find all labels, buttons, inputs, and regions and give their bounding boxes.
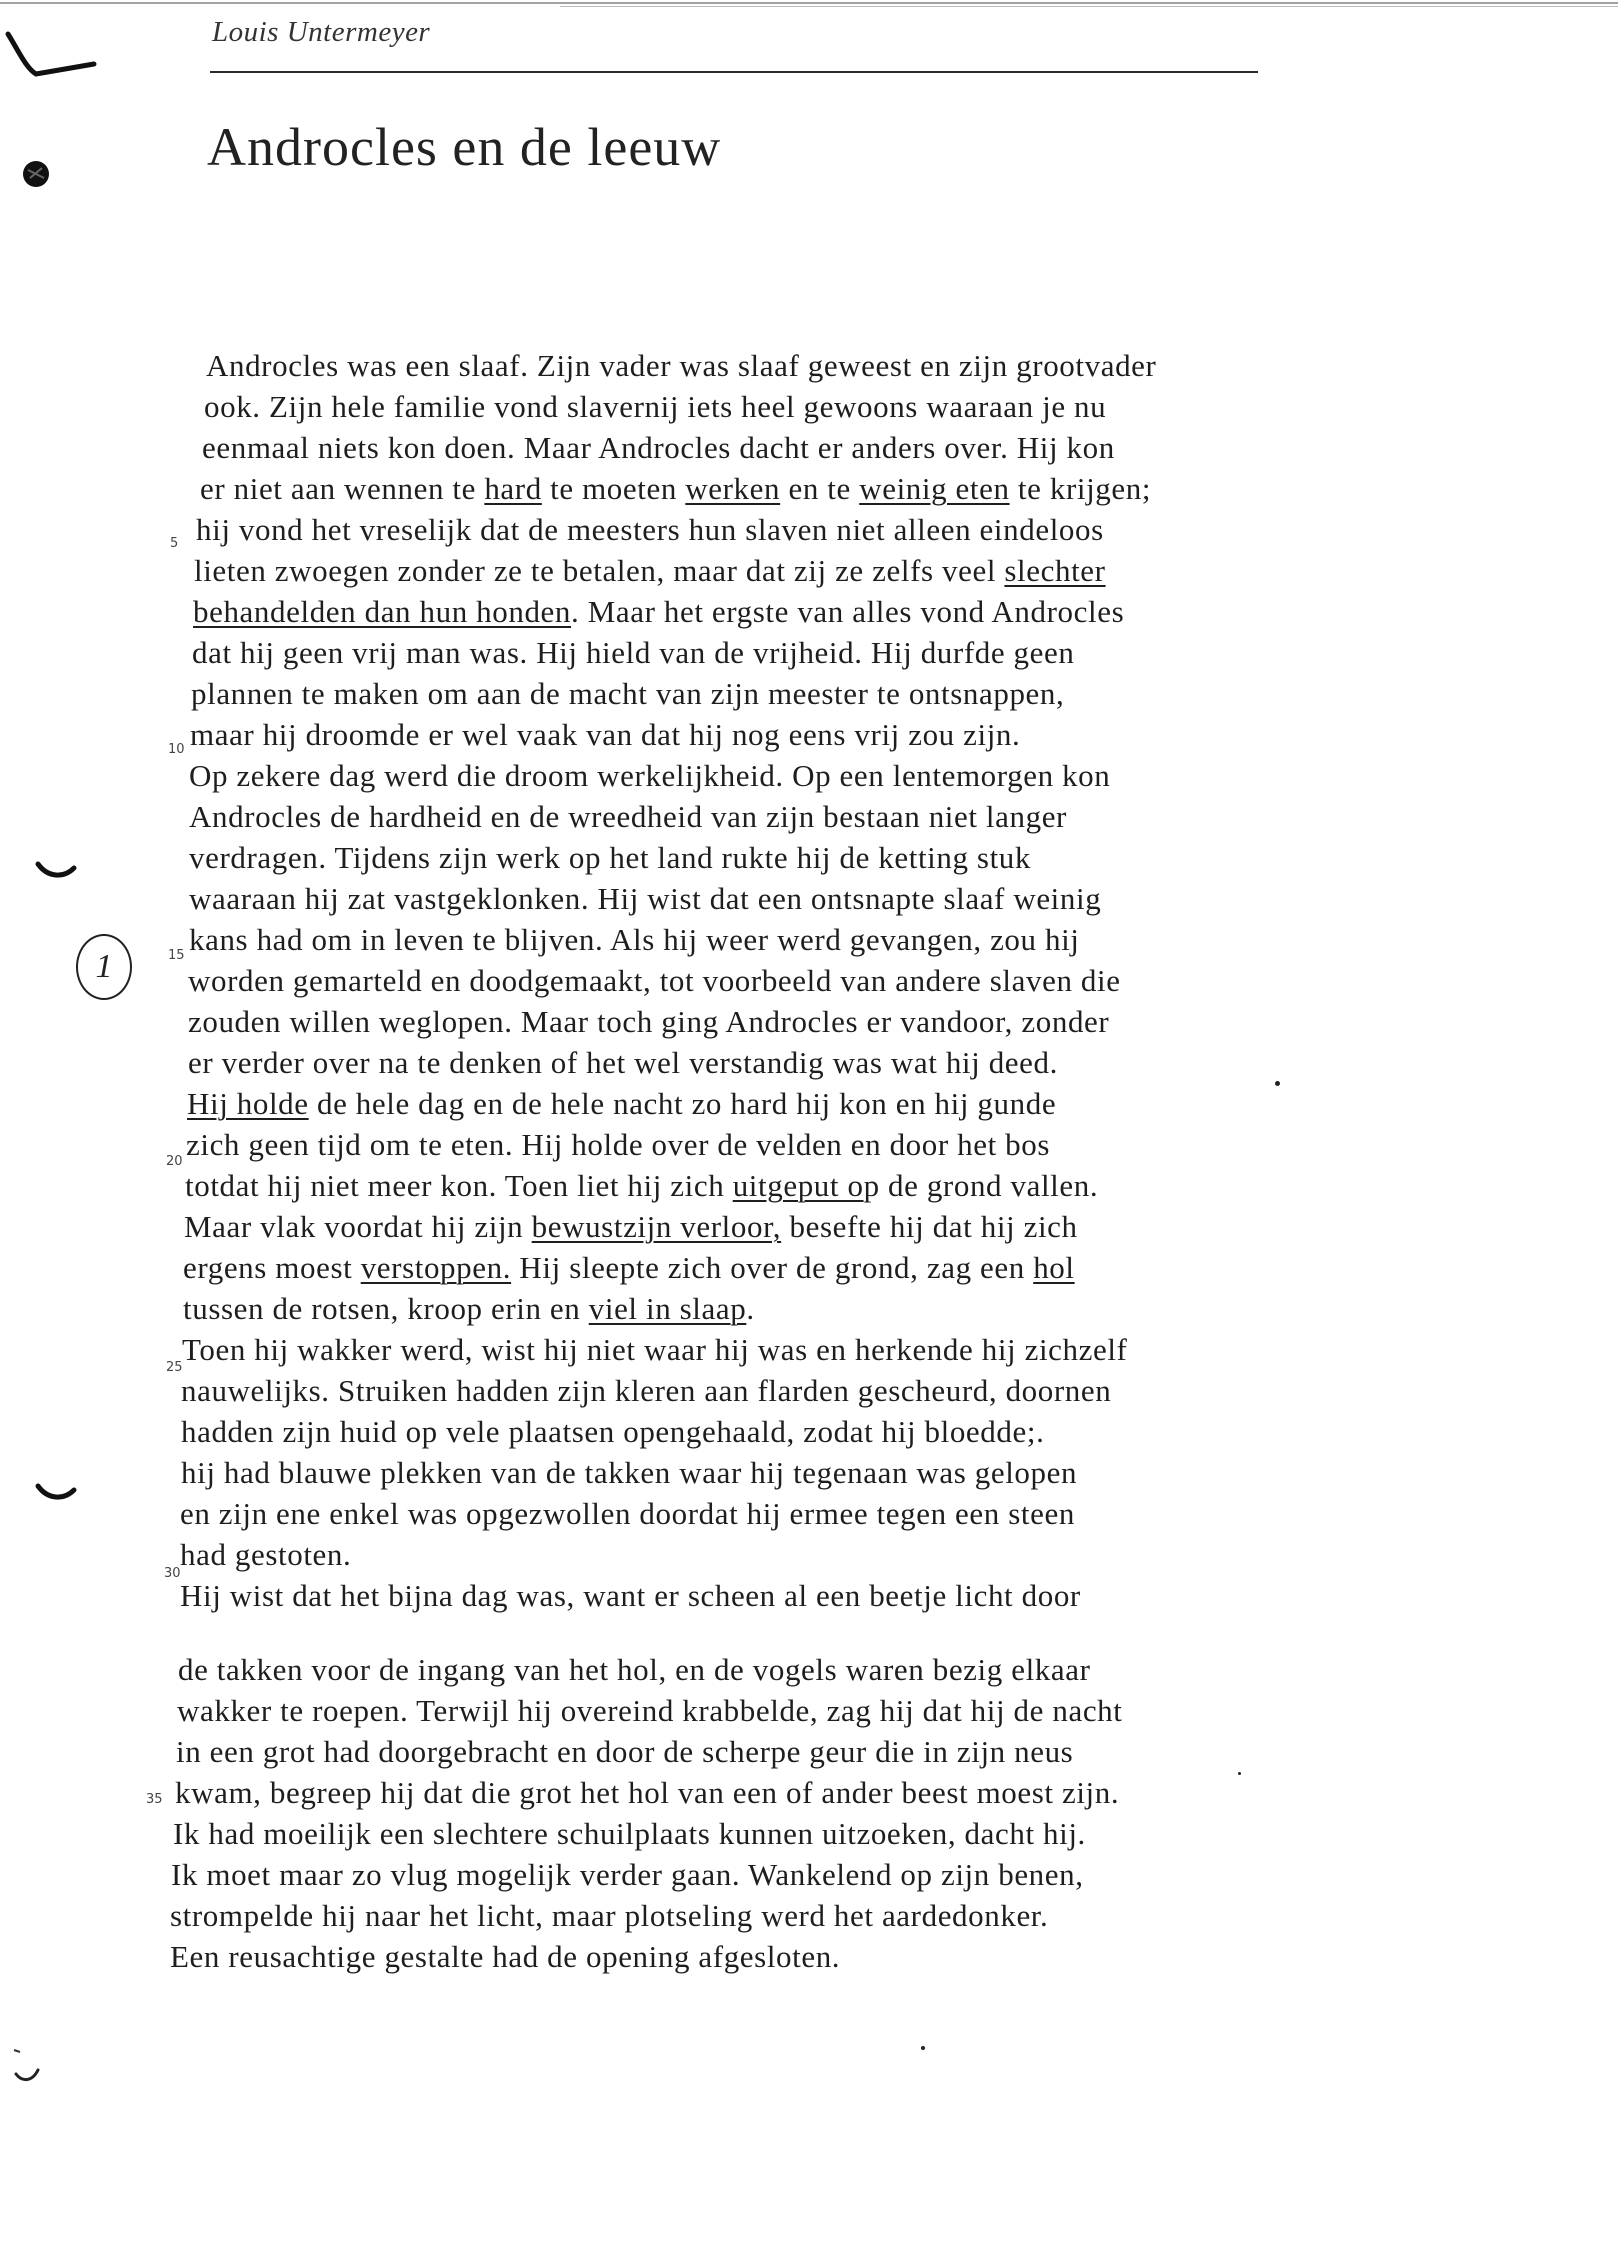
line-number: 20	[166, 1154, 183, 1169]
text-line	[185, 1168, 1098, 1204]
text-line	[186, 1127, 1050, 1163]
pen-stroke-mark	[2, 28, 102, 88]
text-segment: hadden zijn huid op vele plaatsen opengehaald, zodat hij bloedde;.	[181, 1414, 1045, 1449]
text-line	[187, 1086, 1056, 1122]
text-segment: wakker te roepen. Terwijl hij overeind krabbelde, zag hij dat hij de nacht	[177, 1693, 1123, 1728]
text-line	[193, 594, 1124, 630]
text-segment: maar hij droomde er wel vaak van dat hij nog eens vrij zou zijn.	[190, 717, 1021, 752]
text-segment: en te	[780, 471, 860, 506]
text-segment: er niet aan wennen te	[200, 471, 485, 506]
underlined-phrase: werken	[685, 471, 781, 506]
text-segment: te krijgen;	[1009, 471, 1152, 506]
text-line	[182, 1332, 1127, 1368]
text-line	[183, 1291, 755, 1327]
text-line	[192, 635, 1074, 671]
text-line	[173, 1816, 1086, 1852]
text-line	[202, 430, 1115, 466]
text-segment: ook. Zijn hele familie vond slavernij iets heel gewoons waaraan je nu	[204, 389, 1107, 424]
text-line	[176, 1734, 1073, 1770]
text-line	[194, 553, 1106, 589]
text-segment: te moeten	[541, 471, 686, 506]
text-segment: kans had om in leven te blijven. Als hij weer werd gevangen, zou hij	[189, 922, 1080, 957]
line-number: 30	[164, 1566, 181, 1581]
text-segment: Ik moet maar zo vlug mogelijk verder gaan. Wankelend op zijn benen,	[171, 1857, 1084, 1892]
underlined-phrase: bewustzijn verloor,	[531, 1209, 782, 1244]
text-segment: in een grot had doorgebracht en door de scherpe geur die in zijn neus	[176, 1734, 1074, 1769]
text-segment: strompelde hij naar het licht, maar plotseling werd het aardedonker.	[170, 1898, 1049, 1933]
text-segment: . Maar het ergste van alles vond Androcles	[571, 594, 1125, 629]
line-number: 35	[146, 1792, 163, 1807]
underlined-phrase: hard	[484, 471, 542, 506]
text-line	[175, 1775, 1119, 1811]
text-segment: kwam, begreep hij dat die grot het hol van een of ander beest moest zijn.	[175, 1775, 1120, 1810]
text-segment: dat hij geen vrij man was. Hij hield van de vrijheid. Hij durfde geen	[192, 635, 1075, 670]
text-segment: p de grond vallen.	[863, 1168, 1099, 1203]
text-line	[178, 1652, 1091, 1688]
text-segment: lieten zwoegen zonder ze te betalen, maar dat zij ze zelfs veel	[194, 553, 1005, 588]
text-segment: hij had blauwe plekken van de takken waar hij tegenaan was gelopen	[181, 1455, 1078, 1490]
text-line	[188, 1004, 1109, 1040]
text-segment: ergens moest	[183, 1250, 361, 1285]
text-segment: Op zekere dag werd die droom werkelijkheid. Op een lentemorgen kon	[189, 758, 1111, 793]
text-segment: had gestoten.	[180, 1537, 352, 1572]
underlined-phrase: weinig eten	[859, 471, 1010, 506]
text-line	[196, 512, 1104, 548]
text-segment: en zijn ene enkel was opgezwollen doordat hij ermee tegen een steen	[180, 1496, 1075, 1531]
scan-top-rule-secondary	[560, 6, 1618, 7]
speck-dot	[1238, 1772, 1241, 1775]
text-line	[170, 1898, 1048, 1934]
underlined-phrase: Hij holde	[187, 1086, 309, 1121]
tick-mark-1	[34, 858, 78, 882]
text-segment: totdat hij niet meer kon. Toen liet hij zich	[185, 1168, 733, 1203]
tick-mark-3	[10, 2046, 46, 2086]
text-segment: nauwelijks. Struiken hadden zijn kleren aan flarden gescheurd, doornen	[181, 1373, 1112, 1408]
text-segment: Ik had moeilijk een slechtere schuilplaats kunnen uitzoeken, dacht hij.	[173, 1816, 1086, 1851]
text-line	[188, 963, 1121, 999]
text-line	[190, 717, 1020, 753]
text-line	[189, 799, 1067, 835]
text-segment: er verder over na te denken of het wel verstandig was wat hij deed.	[188, 1045, 1058, 1080]
underlined-phrase: uitgeput o	[732, 1168, 864, 1203]
text-line	[170, 1939, 840, 1975]
ink-blot-mark	[20, 158, 52, 190]
text-segment: Hij wist dat het bijna dag was, want er scheen al een beetje licht door	[180, 1578, 1081, 1613]
text-line	[180, 1537, 351, 1573]
text-segment: tussen de rotsen, kroop erin en	[183, 1291, 589, 1326]
text-line	[180, 1496, 1075, 1532]
tick-mark-2	[34, 1480, 78, 1504]
underlined-phrase: behandelden dan hun honden	[193, 594, 572, 629]
scan-top-rule	[0, 2, 1618, 4]
text-line	[171, 1857, 1084, 1893]
underlined-phrase: verstoppen.	[360, 1250, 512, 1285]
header-divider	[210, 71, 1258, 73]
text-segment: Een reusachtige gestalte had de opening afgesloten.	[170, 1939, 841, 1974]
text-line	[191, 676, 1064, 712]
text-segment: .	[746, 1291, 755, 1326]
underlined-phrase: hol	[1033, 1250, 1075, 1285]
line-number: 5	[170, 536, 179, 551]
text-segment: Androcles was een slaaf. Zijn vader was slaaf geweest en zijn grootvader	[206, 348, 1157, 383]
text-segment: hij vond het vreselijk dat de meesters hun slaven niet alleen eindeloos	[196, 512, 1104, 547]
text-segment: waaraan hij zat vastgeklonken. Hij wist dat een ontsnapte slaaf weinig	[189, 881, 1102, 916]
text-line	[189, 881, 1101, 917]
text-segment: Maar vlak voordat hij zijn	[184, 1209, 532, 1244]
text-segment: de takken voor de ingang van het hol, en de vogels waren bezig elkaar	[178, 1652, 1091, 1687]
text-segment: Androcles de hardheid en de wreedheid van zijn bestaan niet langer	[189, 799, 1067, 834]
text-line	[189, 758, 1110, 794]
story-title: Androcles en de leeuw	[207, 117, 722, 177]
text-line	[181, 1414, 1044, 1450]
text-line	[189, 840, 1031, 876]
text-segment: Toen hij wakker werd, wist hij niet waar hij was en herkende hij zichzelf	[182, 1332, 1128, 1367]
text-segment: verdragen. Tijdens zijn werk op het land rukte hij de ketting stuk	[189, 840, 1032, 875]
text-line	[189, 922, 1080, 958]
text-line	[204, 389, 1106, 425]
line-number: 15	[168, 948, 185, 963]
text-line	[183, 1250, 1075, 1286]
author-name: Louis Untermeyer	[212, 16, 431, 48]
text-segment: plannen te maken om aan de macht van zijn meester te ontsnappen,	[191, 676, 1065, 711]
text-segment: zich geen tijd om te eten. Hij holde over de velden en door het bos	[186, 1127, 1051, 1162]
text-line	[181, 1455, 1077, 1491]
line-number: 10	[168, 742, 185, 757]
text-segment: eenmaal niets kon doen. Maar Androcles dacht er anders over. Hij kon	[202, 430, 1115, 465]
text-line	[181, 1373, 1111, 1409]
text-segment: worden gemarteld en doodgemaakt, tot voorbeeld van andere slaven die	[188, 963, 1121, 998]
circled-number-annotation: 1	[76, 934, 132, 1000]
line-number: 25	[166, 1360, 183, 1375]
text-line	[188, 1045, 1058, 1081]
text-line	[177, 1693, 1123, 1729]
text-line	[184, 1209, 1078, 1245]
text-line	[200, 471, 1151, 507]
text-line	[206, 348, 1156, 384]
underlined-phrase: slechter	[1004, 553, 1106, 588]
text-segment: besefte hij dat hij zich	[781, 1209, 1078, 1244]
speck-dot	[1275, 1081, 1280, 1086]
speck-dot	[921, 2046, 925, 2050]
text-line	[180, 1578, 1081, 1614]
underlined-phrase: viel in slaap	[588, 1291, 747, 1326]
text-segment: Hij sleepte zich over de grond, zag een	[511, 1250, 1034, 1285]
text-segment: de hele dag en de hele nacht zo hard hij kon en hij gunde	[308, 1086, 1057, 1121]
text-segment: zouden willen weglopen. Maar toch ging Androcles er vandoor, zonder	[188, 1004, 1110, 1039]
